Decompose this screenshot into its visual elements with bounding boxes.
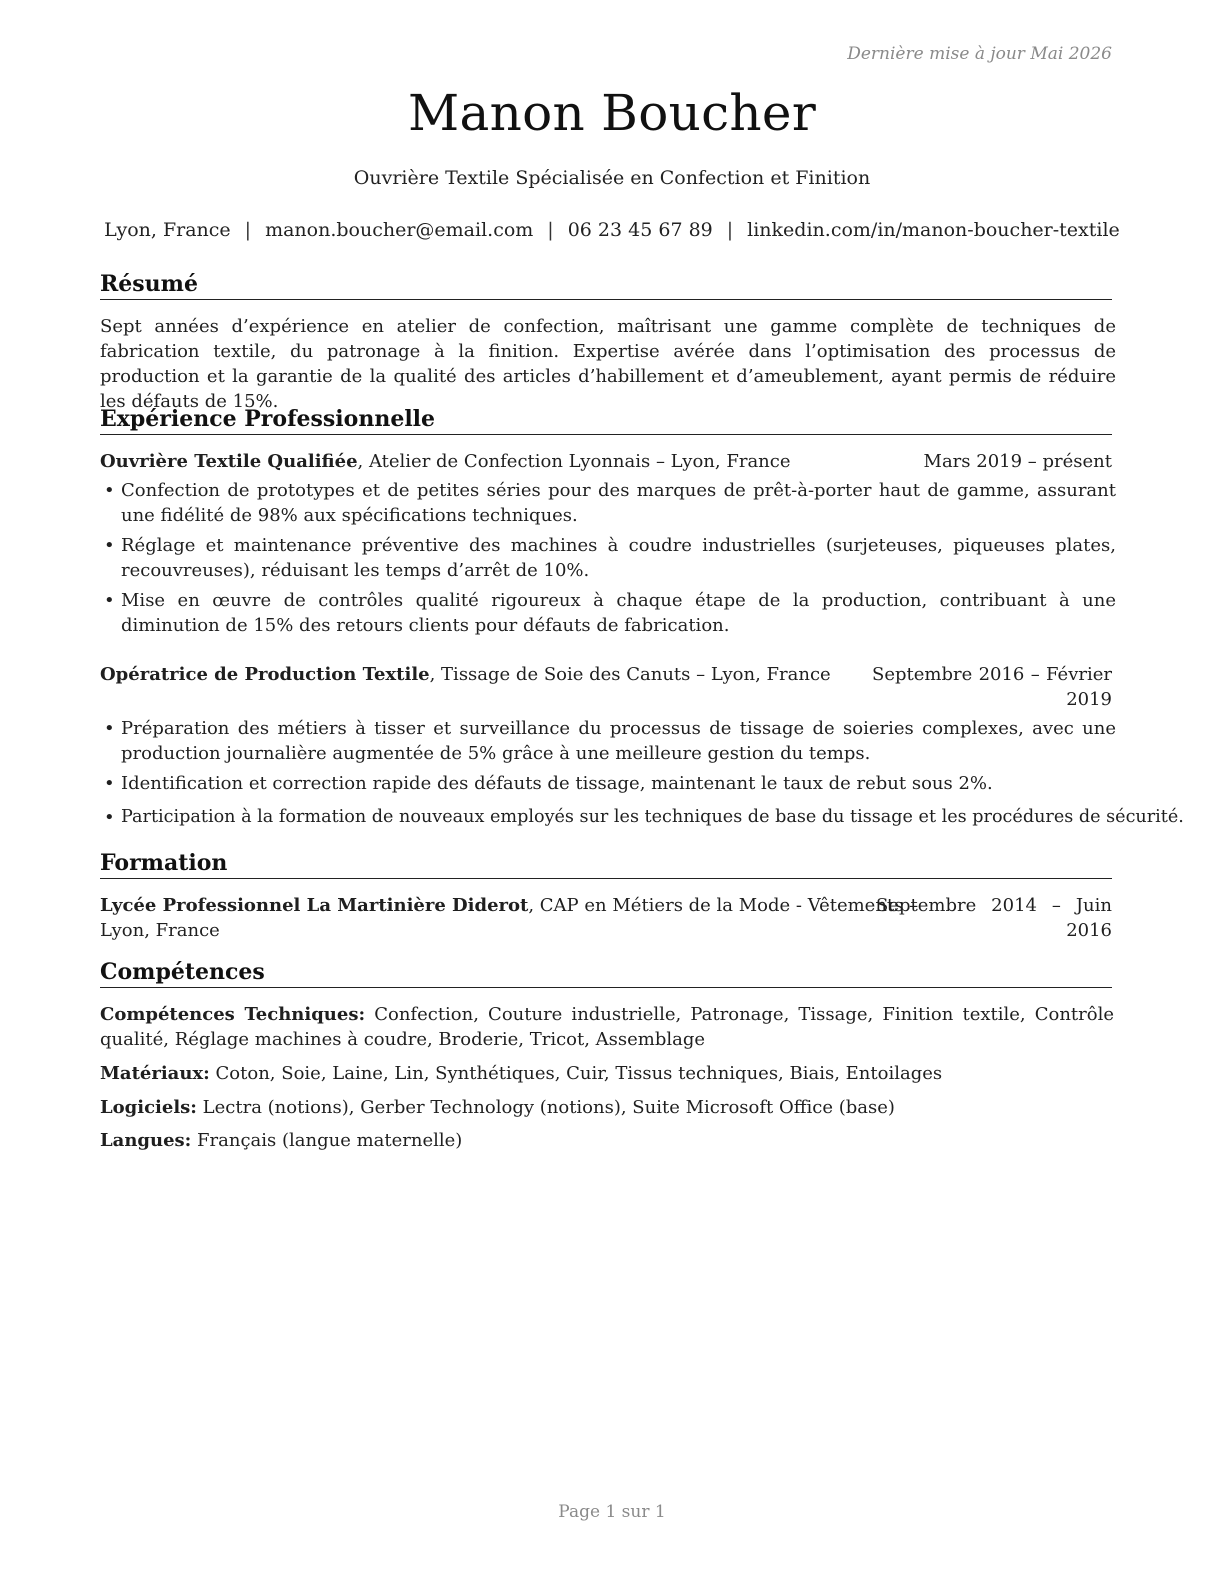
job-bullet-text: Mise en œuvre de contrôles qualité rigoureux à chaque étape de la production, contribuant à une diminution de 15% des retours clients pour défauts de fabrication. xyxy=(121,590,1116,636)
job-dates xyxy=(872,662,1112,712)
section-title-education: Formation xyxy=(100,850,1112,879)
job-role: Ouvrière Textile Qualifiée xyxy=(100,451,358,472)
skill-value: Lectra (notions), Gerber Technology (notions), Suite Microsoft Office (base) xyxy=(196,1097,895,1118)
education-school: Lycée Professionnel La Martinière Diderot xyxy=(100,895,529,916)
bullet-icon: • xyxy=(104,807,115,828)
skill-line xyxy=(100,1002,1114,1052)
skill-value: Coton, Soie, Laine, Lin, Synthétiques, Cuir, Tissus techniques, Biais, Entoilages xyxy=(209,1063,943,1084)
job-company: , Atelier de Confection Lyonnais – Lyon, France xyxy=(357,451,791,472)
contact-separator: | xyxy=(547,219,554,241)
bullet-icon: • xyxy=(104,590,115,611)
contact-line xyxy=(0,219,1224,241)
candidate-headline: Ouvrière Textile Spécialisée en Confection et Finition xyxy=(353,167,871,189)
education-entry xyxy=(100,893,1112,943)
contact-phone[interactable]: 06 23 45 67 89 xyxy=(567,219,713,241)
job-dates: Mars 2019 – présent xyxy=(923,451,1112,472)
bullet-icon: • xyxy=(104,480,115,501)
bullet-icon: • xyxy=(104,535,115,556)
candidate-name: Manon Boucher xyxy=(407,84,817,142)
job-role: Opératrice de Production Textile xyxy=(100,664,430,685)
contact-location: Lyon, France xyxy=(104,219,231,241)
job-dates-line: Septembre 2016 – Février xyxy=(872,664,1112,685)
skill-label: Langues: xyxy=(100,1130,192,1151)
education-dates-line: Septembre 2014 – Juin xyxy=(876,895,1112,916)
last-updated-date: Dernière mise à jour Mai 2026 xyxy=(847,44,1112,64)
section-title-experience: Expérience Professionnelle xyxy=(100,406,1112,435)
skill-label: Compétences Techniques: xyxy=(100,1004,366,1025)
job-bullet-text: Réglage et maintenance préventive des machines à coudre industrielles (surjeteuses, piqueuses plates, recouvreuses), réduisant les temps d’arrêt de 10%. xyxy=(121,535,1116,581)
job-bullet-text: Participation à la formation de nouveaux employés sur les techniques de base du tissage et les procédures de sécurité. xyxy=(121,807,1184,827)
skill-line xyxy=(100,1128,1114,1153)
contact-separator: | xyxy=(726,219,734,241)
skill-line xyxy=(100,1061,1114,1086)
job-bullet-text: Préparation des métiers à tisser et surveillance du processus de tissage de soieries complexes, avec une production journalière augmentée de 5% grâce à une meilleure gestion du temps. xyxy=(121,718,1116,764)
section-title-summary: Résumé xyxy=(100,271,1112,300)
summary-text: Sept années d’expérience en atelier de confection, maîtrisant une gamme complète de techniques de fabrication textile, du patronage à la finition. Expertise avérée dans l’optimisation des processus de production et la garantie de la qualité des articles d’habillement et d’ameublement, ayant permis de réduire les défauts de 15%. xyxy=(100,316,1116,412)
education-dates-line: 2016 xyxy=(1066,920,1112,941)
contact-separator: | xyxy=(244,219,252,241)
education-dates xyxy=(876,893,1112,943)
skill-value: Confection, Couture industrielle, Patronage, Tissage, Finition textile, Contrôle qualité, Réglage machines à coudre, Broderie, Tricot, Assemblage xyxy=(100,1004,1115,1050)
contact-linkedin[interactable]: linkedin.com/in/manon-boucher-textile xyxy=(747,219,1120,241)
job-bullet-text: Confection de prototypes et de petites séries pour des marques de prêt-à-porter haut de gamme, assurant une fidélité de 98% aux spécifications techniques. xyxy=(121,480,1116,526)
skill-label: Matériaux: xyxy=(100,1063,210,1084)
job-company: , Tissage de Soie des Canuts – Lyon, France xyxy=(429,664,831,685)
bullet-icon: • xyxy=(104,773,115,794)
job-bullet-text: Identification et correction rapide des défauts de tissage, maintenant le taux de rebut sous 2%. xyxy=(121,773,993,794)
skill-value: Français (langue maternelle) xyxy=(191,1130,463,1151)
skill-line xyxy=(100,1095,1114,1120)
education-location: Lyon, France xyxy=(100,920,220,941)
education-degree: , CAP en Métiers de la Mode - Vêtements – xyxy=(528,895,919,916)
section-title-skills: Compétences xyxy=(100,959,1112,988)
page-number: Page 1 sur 1 xyxy=(558,1502,666,1522)
job-dates-line: 2019 xyxy=(1066,689,1112,710)
bullet-icon: • xyxy=(104,718,115,739)
skill-label: Logiciels: xyxy=(100,1097,197,1118)
contact-email[interactable]: manon.boucher@email.com xyxy=(265,219,534,241)
